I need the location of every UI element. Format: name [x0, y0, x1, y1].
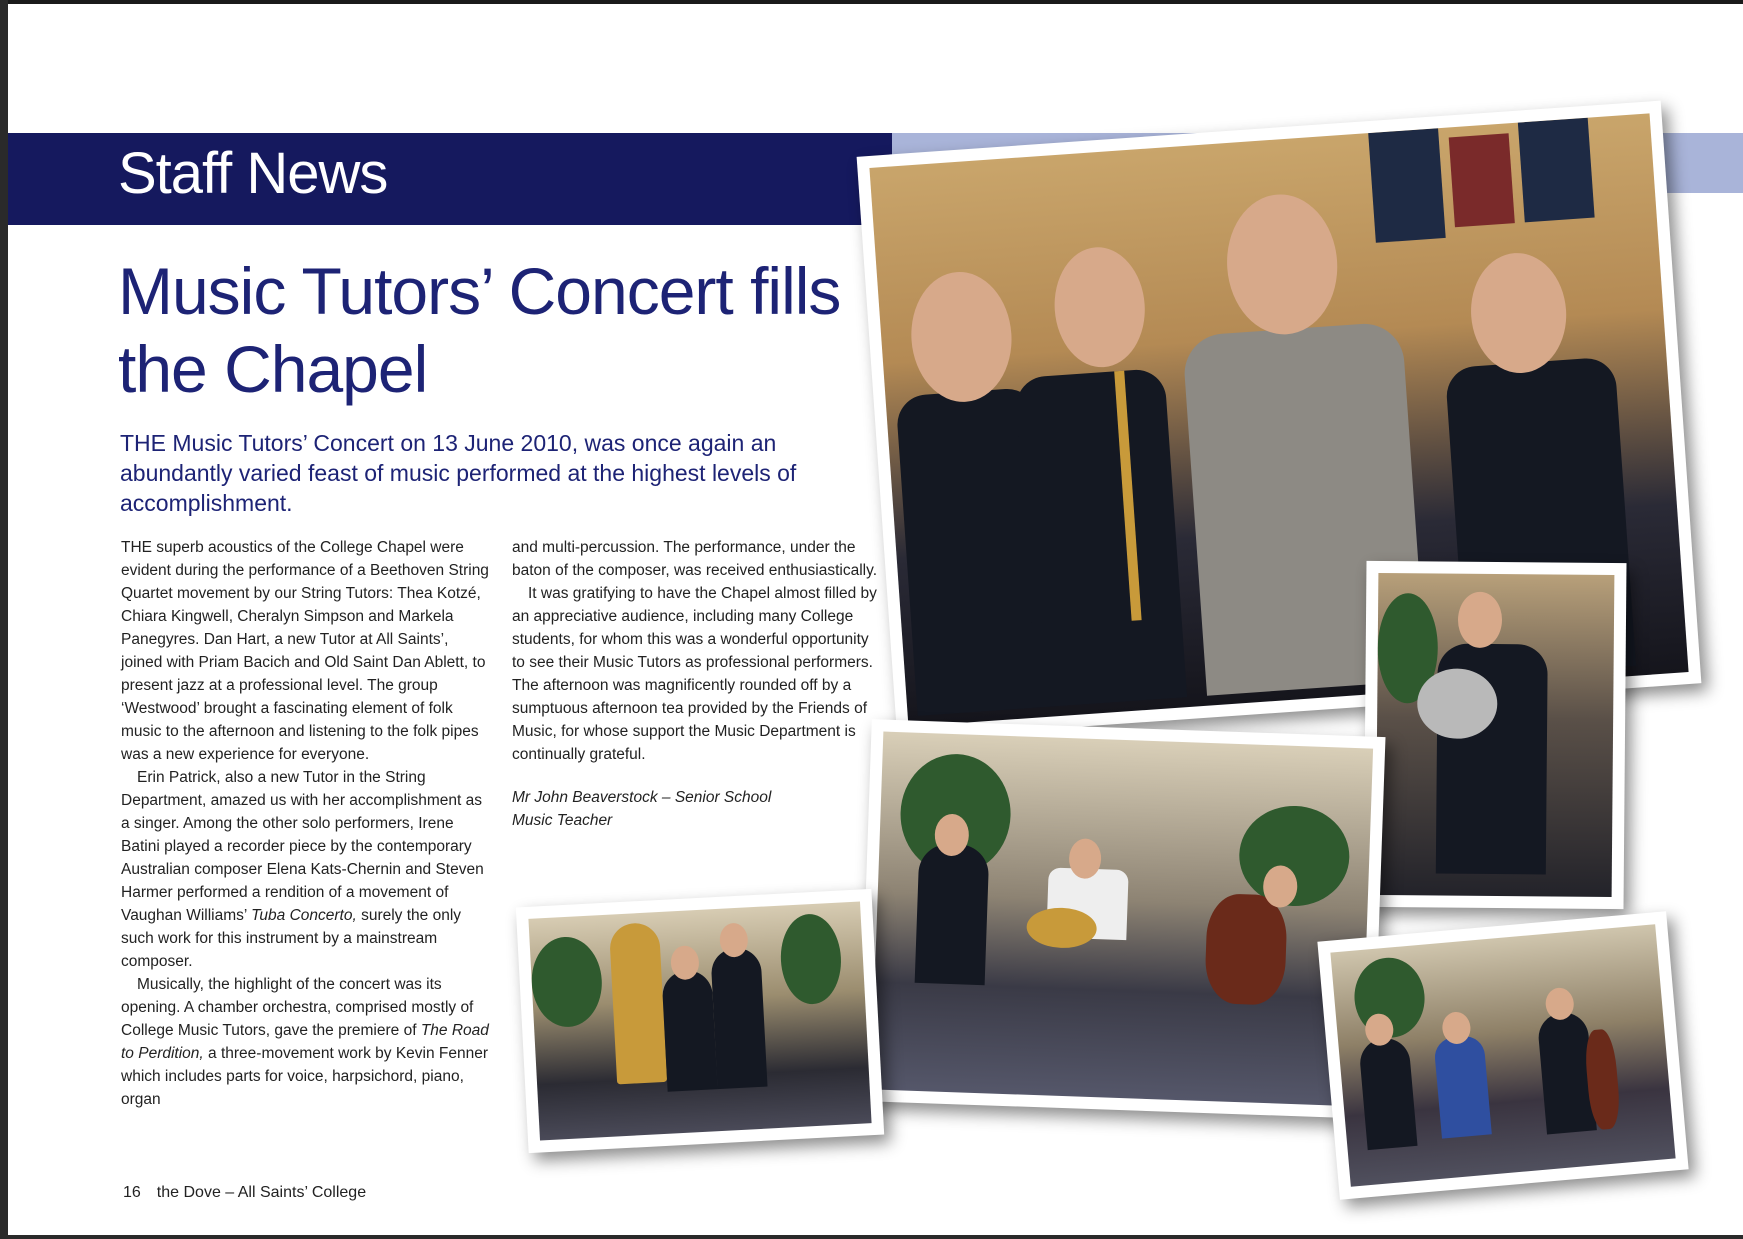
article-column-right	[512, 536, 882, 832]
page-edge	[0, 0, 8, 1239]
article-headline: Music Tutors’ Concert fills the Chapel	[118, 254, 841, 406]
article-column-left	[121, 536, 491, 1111]
publication-name: the Dove – All Saints’ College	[156, 1184, 367, 1201]
page-edge	[0, 1235, 1743, 1239]
article-standfirst: THE Music Tutors’ Concert on 13 June 2010, was once again an abundantly varied feast of music performed at the highest levels of accomplishment.	[120, 430, 797, 516]
page-number: 16	[123, 1184, 141, 1201]
photo-harp-performance	[516, 889, 884, 1153]
paragraph: and multi-percussion. The performance, under the baton of the composer, was received enthusiastically.	[512, 539, 878, 579]
author-signature: Mr John Beaverstock – Senior School Music Teacher	[512, 789, 772, 829]
paragraph: It was gratifying to have the Chapel almost filled by an appreciative audience, including many College students, for whom this was a wonderful opportunity to see their Music Tutors as professional performers. The afternoon was magnificently rounded off by a sumptuous afternoon tea provided by the Friends of Music, for whose support the Music Department is continually grateful.	[512, 585, 877, 763]
page-footer	[123, 1184, 366, 1202]
photo-trio-performance	[858, 719, 1385, 1119]
section-title: Staff News	[118, 141, 388, 206]
paragraph: THE superb acoustics of the College Chapel were evident during the performance of a Beethoven String Quartet movement by our String Tutors: Thea Kotzé, Chiara Kingwell, Cheralyn Simpson and Markela Panegyres. Dan Hart, a new Tutor at All Saints’, joined with Priam Bacich and Old Saint Dan Ablett, to present jazz at a professional level. The group ‘Westwood’ brought a fascinating element of folk music to the afternoon and listening to the folk pipes was a new experience for everyone.	[121, 539, 489, 763]
paragraph: Musically, the highlight of the concert was its opening. A chamber orchestra, comprised mostly of College Music Tutors, gave the premiere of The Road to Perdition, a three-movement work by Kevin Fenner which includes parts for voice, harpsichord, piano, organ	[121, 976, 489, 1108]
paragraph: Erin Patrick, also a new Tutor in the String Department, amazed us with her accomplishment as a singer. Among the other solo performers, Irene Batini played a recorder piece by the contemporary Australian composer Elena Kats-Chernin and Steven Harmer performed a rendition of a movement of Vaughan Williams’ Tuba Concerto, surely the only such work for this instrument by a mainstream composer.	[121, 769, 484, 970]
photo-tuba-player	[1363, 561, 1626, 909]
page-edge	[0, 0, 1743, 4]
photo-string-quartet	[1317, 911, 1688, 1200]
